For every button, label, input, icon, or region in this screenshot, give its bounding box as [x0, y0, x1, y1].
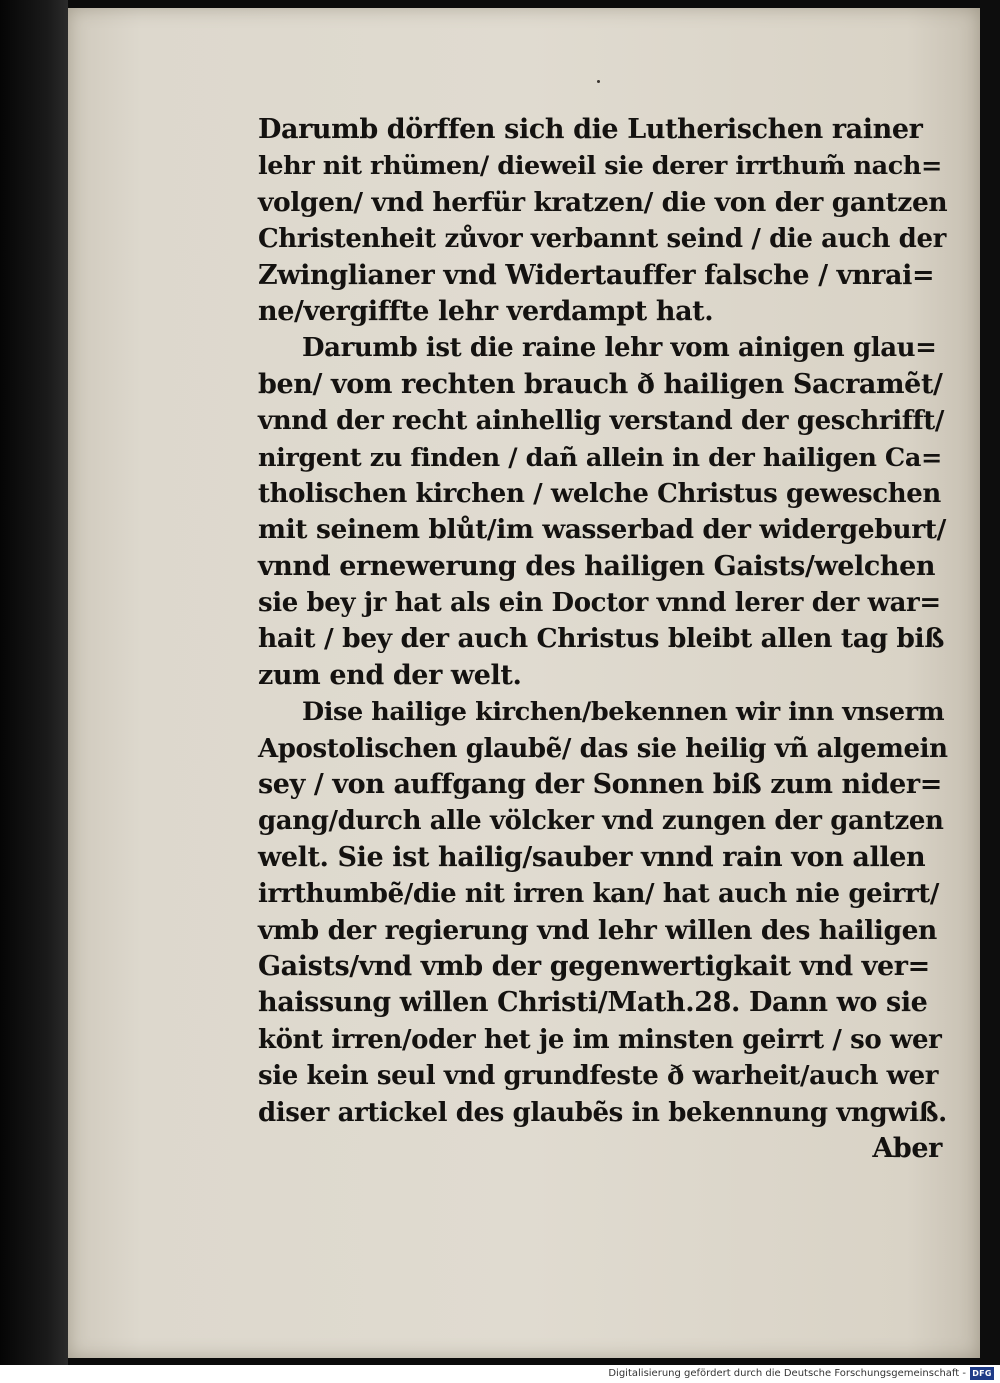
text-line: Christenheit zůvor verbannt seind / die auch der — [258, 224, 946, 255]
text-line: Darumb ist die raine lehr vom ainigen glau= — [302, 333, 937, 364]
dfg-logo: DFG — [970, 1367, 994, 1380]
text-line: nirgent zu finden / dañ allein in der hailigen Ca= — [258, 442, 942, 473]
text-line: Zwinglianer vnd Widertauffer falsche / vnrai= — [258, 259, 935, 291]
text-line: lehr nit rhümen/ dieweil sie derer irrthum̃ nach= — [258, 151, 943, 182]
text-line: Apostolischen glaubẽ/ das sie heilig vñ algemein — [258, 733, 948, 764]
text-line: haissung willen Christi/Math.28. Dann wo sie — [258, 987, 928, 1019]
text-line: vmb der regierung vnd lehr willen des hailigen — [258, 914, 937, 946]
page-mark — [597, 80, 600, 83]
scan-left-edge — [0, 0, 68, 1365]
text-line: ne/vergiffte lehr verdampt hat. — [258, 295, 714, 327]
text-line: ben/ vom rechten brauch ð hailigen Sacramẽt/ — [258, 368, 943, 400]
text-line: vnnd ernewerung des hailigen Gaists/welchen — [258, 550, 936, 582]
scan-right-edge — [980, 0, 1000, 1365]
text-line: könt irren/oder het je im minsten geirrt / so wer — [258, 1024, 942, 1055]
text-line: irrthumbẽ/die nit irren kan/ hat auch nie geirrt/ — [258, 879, 940, 910]
footer-credit: Digitalisierung gefördert durch die Deutsche Forschungsgemeinschaft - — [608, 1368, 966, 1379]
text-line: sey / von auffgang der Sonnen biß zum nider= — [258, 769, 942, 801]
text-line: Gaists/vnd vmb der gegenwertigkait vnd ver= — [258, 950, 930, 982]
footer-bar — [0, 1365, 1000, 1383]
text-line: welt. Sie ist hailig/sauber vnnd rain von allen — [258, 841, 926, 873]
text-line: sie bey jr hat als ein Doctor vnnd lerer der war= — [258, 588, 941, 619]
catchword: Aber — [872, 1132, 942, 1164]
text-line: hait / bey der auch Christus bleibt allen tag biß — [258, 623, 944, 655]
text-line: sie kein seul vnd grundfeste ð warheit/auch wer — [258, 1061, 939, 1092]
text-line: Darumb dörffen sich die Lutherischen rainer — [258, 114, 923, 145]
text-line: Dise hailige kirchen/bekennen wir inn vnserm — [302, 697, 945, 728]
text-line: gang/durch alle völcker vnd zungen der gantzen — [258, 806, 944, 837]
text-line: vnnd der recht ainhellig verstand der geschrifft/ — [258, 406, 944, 437]
text-line: diser artickel des glaubẽs in bekennung vngwiß. — [258, 1097, 947, 1128]
page-text-block — [258, 112, 948, 1167]
text-line: volgen/ vnd herfür kratzen/ die von der gantzen — [258, 186, 948, 218]
text-line: mit seinem blůt/im wasserbad der widergeburt/ — [258, 514, 946, 546]
text-line: tholischen kirchen / welche Christus geweschen — [258, 478, 941, 509]
text-line: zum end der welt. — [258, 659, 522, 691]
